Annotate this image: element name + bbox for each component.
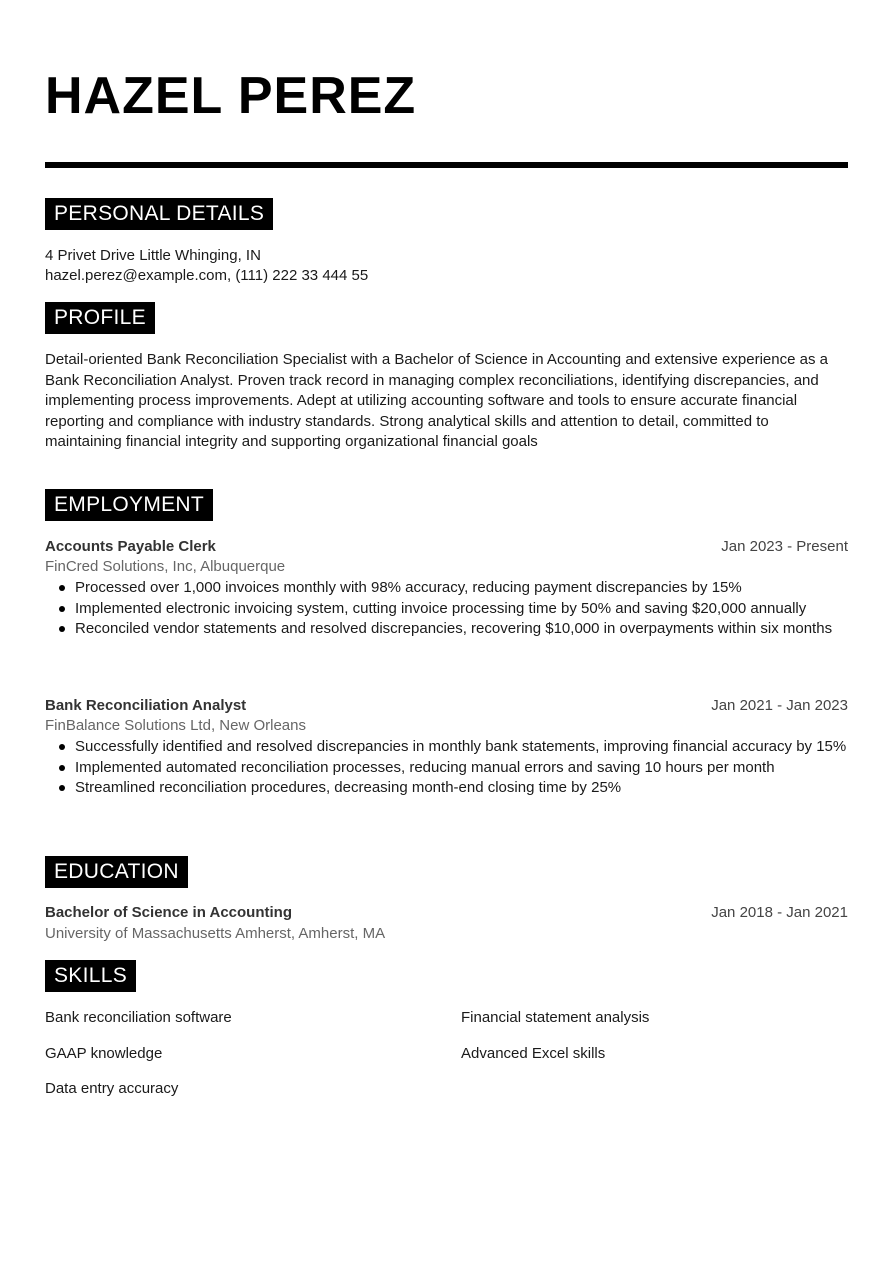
job-bullet: Reconciled vendor statements and resolved discrepancies, recovering $10,000 in overpayments within six months — [75, 619, 848, 640]
job-bullet: Processed over 1,000 invoices monthly with 98% accuracy, reducing payment discrepancies by 15% — [75, 578, 848, 599]
candidate-name: HAZEL PEREZ — [45, 67, 417, 125]
job-company: FinBalance Solutions Ltd, New Orleans — [45, 717, 306, 734]
header-divider — [45, 162, 848, 168]
school-name: University of Massachusetts Amherst, Amherst, MA — [45, 925, 386, 942]
skill-item: GAAP knowledge — [45, 1045, 163, 1062]
profile-summary: Detail-oriented Bank Reconciliation Specialist with a Bachelor of Science in Accounting and extensive experience as a Bank Reconciliation Analyst. Proven track record in managing complex reconciliations, identifying discrepancies, and implementing process improvements. Adept at utilizing accounting software and tools to ensure accurate financial reporting and compliance with industry standards. Strong analytical skills and attention to detail, committed to maintaining financial integrity and supporting organizational financial goals — [45, 351, 828, 451]
job-bullets — [45, 737, 848, 799]
contact-info: hazel.perez@example.com, (111) 222 33 444 55 — [45, 267, 369, 284]
job-company: FinCred Solutions, Inc, Albuquerque — [45, 558, 286, 575]
job-bullet: Implemented electronic invoicing system, cutting invoice processing time by 50% and saving $20,000 annually — [75, 599, 848, 620]
job-dates: Jan 2023 - Present — [721, 538, 848, 555]
skill-item: Bank reconciliation software — [45, 1009, 232, 1026]
job-bullet: Streamlined reconciliation procedures, decreasing month-end closing time by 25% — [75, 778, 848, 799]
education-dates: Jan 2018 - Jan 2021 — [711, 904, 848, 921]
section-title-profile: PROFILE — [45, 302, 155, 334]
address: 4 Privet Drive Little Whinging, IN — [45, 247, 261, 264]
skill-item: Financial statement analysis — [461, 1009, 650, 1026]
degree-title: Bachelor of Science in Accounting — [45, 904, 292, 921]
job-dates: Jan 2021 - Jan 2023 — [711, 697, 848, 714]
job-bullets — [45, 578, 848, 640]
section-title-employment: EMPLOYMENT — [45, 489, 213, 521]
section-title-skills: SKILLS — [45, 960, 136, 992]
skill-item: Advanced Excel skills — [461, 1045, 606, 1062]
job-bullet: Successfully identified and resolved discrepancies in monthly bank statements, improving financial accuracy by 15% — [75, 737, 848, 758]
section-title-personal-details: PERSONAL DETAILS — [45, 198, 273, 230]
job-title: Bank Reconciliation Analyst — [45, 697, 247, 714]
job-title: Accounts Payable Clerk — [45, 538, 216, 555]
section-title-education: EDUCATION — [45, 856, 188, 888]
job-bullet: Implemented automated reconciliation processes, reducing manual errors and saving 10 hours per month — [75, 758, 848, 779]
skill-item: Data entry accuracy — [45, 1080, 179, 1097]
